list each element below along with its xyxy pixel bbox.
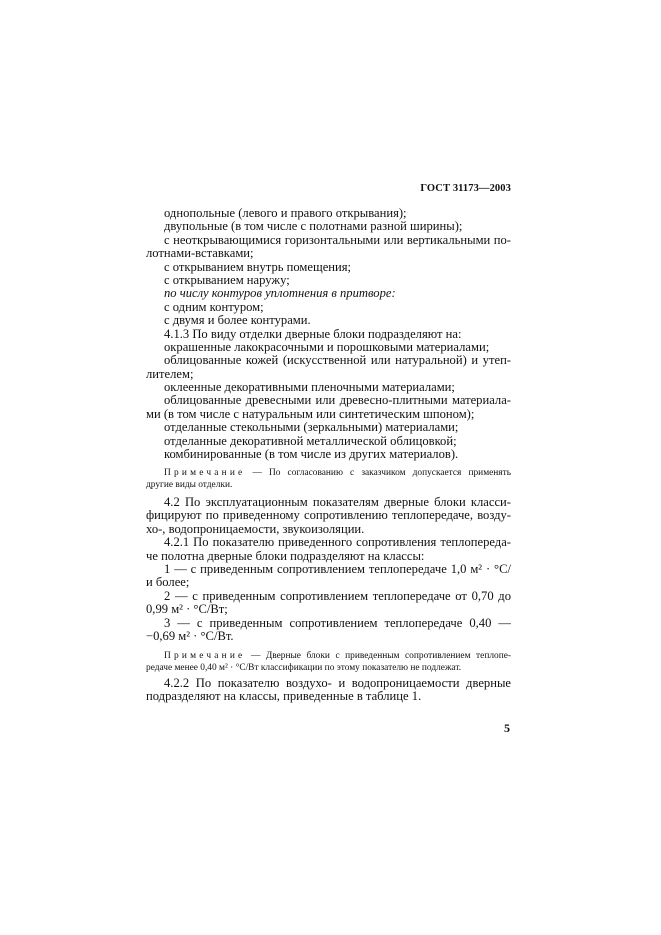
text-line: облицованные кожей (искусственной или натуральной) и утеп- [164,354,511,368]
note-label: Примечание [164,468,246,478]
text-line: другие виды отделки. [146,480,233,490]
text-line: с открыванием наружу; [164,272,290,287]
text-line: окрашенные лакокрасочными и порошковыми материалами; [164,339,490,354]
text-line: и более; [146,575,190,590]
document-header-standard-number: ГОСТ 31173—2003 [420,183,511,194]
note-label: Примечание [164,651,246,661]
text-line: че полотна дверные блоки подразделяют на классы: [146,548,425,563]
text-line: 4.2 По эксплуатационным показателям дверные блоки класси- [164,496,511,509]
text-line: с открыванием внутрь помещения; [164,259,352,274]
text-line: фицируют по приведенному сопротивлению теплопередаче, возду- [146,509,511,523]
text-line: 4.1.3 По виду отделки дверные блоки подразделяют на: [164,326,462,341]
text-line: 0,99 м² · °С/Вт; [146,602,228,617]
page-number: 5 [504,721,510,735]
text-line: 3 — с приведенным сопротивлением теплопередаче 0,40 — [164,616,511,630]
text-line: редаче менее 0,40 м² · °С/Вт классификации по этому показателю не подлежат. [146,663,462,673]
text-line: ми (в том числе с натуральным или синтетическим шпоном); [146,406,475,421]
text-line: однопольные (левого и правого открывания); [164,206,407,220]
text-line: отделанные стекольными (зеркальными) материалами; [164,420,459,435]
note-text: — По согласованию с заказчиком допускается применять [245,468,511,478]
text-line: с одним контуром; [164,299,264,314]
text-line: комбинированные (в том числе из других материалов). [164,447,459,462]
text-line: 1 — с приведенным сопротивлением теплопередаче 1,0 м² · °С/ [164,562,511,576]
text-paragraph [146,207,511,461]
text-line: по числу контуров уплотнения в притворе: [164,286,396,301]
text-line: с неоткрывающимися горизонтальными или вертикальными по- [164,233,511,247]
note-paragraph [146,650,511,674]
text-line: подразделяют на классы, приведенные в таблице 1. [146,689,422,704]
text-line: лотнами-вставками; [146,246,254,261]
text-line: 2 — с приведенным сопротивлением теплопередаче от 0,70 до [164,589,511,603]
text-line: 4.2.2 По показателю воздухо- и водопроницаемости дверные [164,677,511,690]
text-line [146,650,511,662]
text-paragraph [146,677,511,704]
text-line: отделанные декоративной металлической облицовкой; [164,433,457,448]
text-paragraph [146,496,511,643]
text-line [146,467,511,479]
text-line: лителем; [146,366,194,381]
text-line: с двумя и более контурами. [164,313,311,328]
note-paragraph [146,467,511,491]
text-line: оклеенные декоративными пленочными материалами; [164,380,455,395]
text-line: облицованные древесными или древесно-плитными материала- [164,394,511,408]
text-line: −0,69 м² · °С/Вт. [146,628,234,643]
note-text: — Дверные блоки с приведенным сопротивлением теплопе- [245,651,511,661]
text-line: хо-, водопроницаемости, звукоизоляции. [146,521,365,536]
text-line: двупольные (в том числе с полотнами разной ширины); [164,219,463,234]
text-line: 4.2.1 По показателю приведенного сопротивления теплопереда- [164,536,511,550]
